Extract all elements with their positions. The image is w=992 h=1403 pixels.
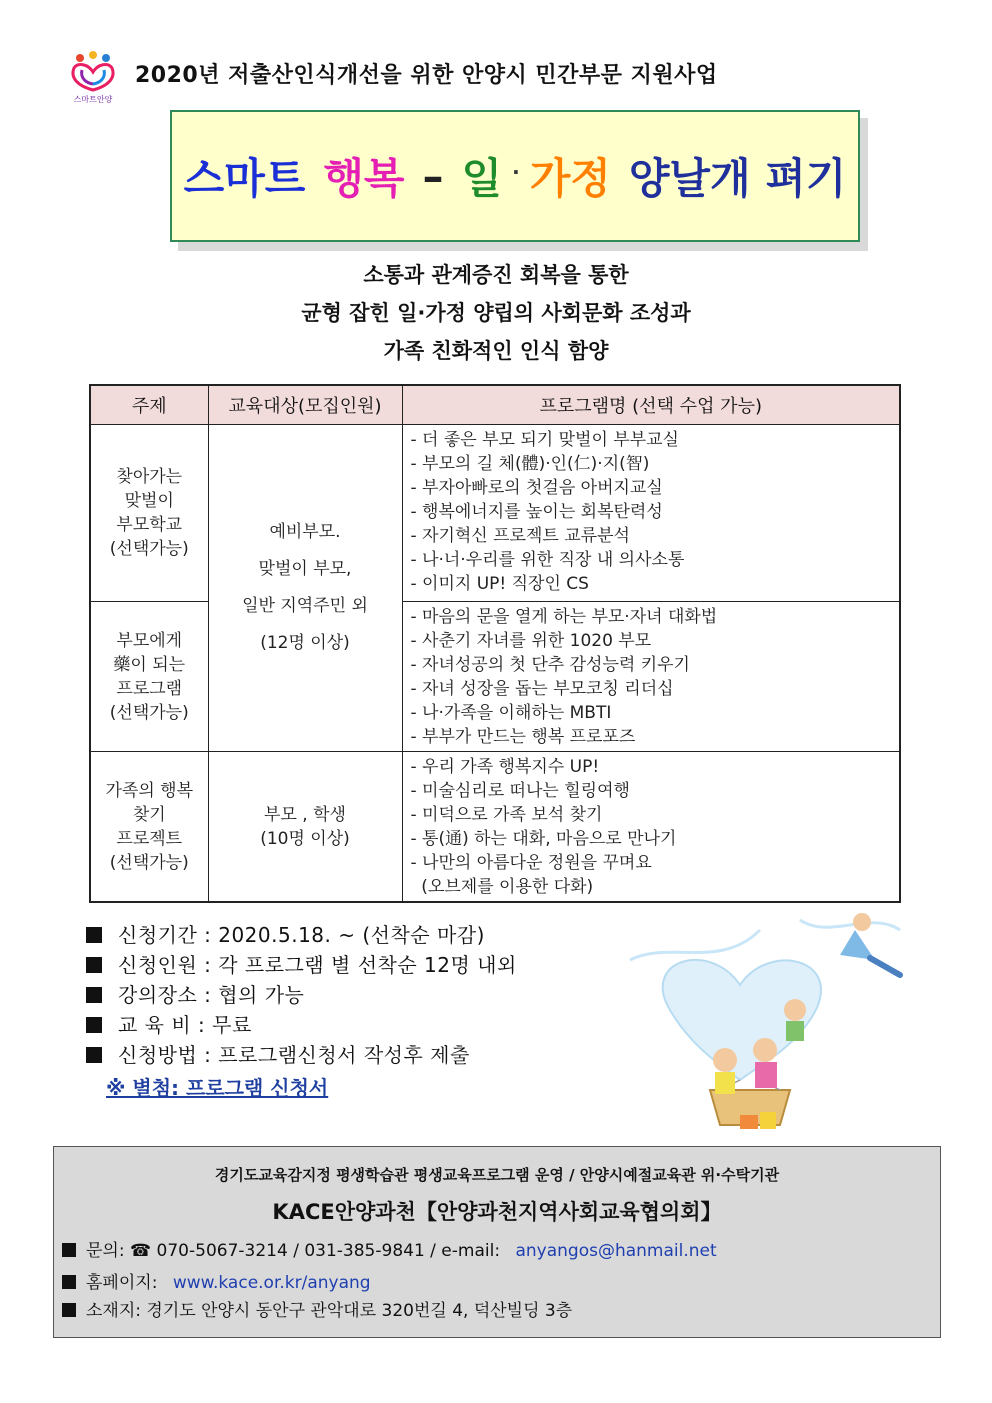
program-item: - 부부가 만드는 행복 프로포즈	[410, 727, 636, 747]
homepage-link[interactable]: www.kace.or.kr/anyang	[172, 1273, 371, 1293]
topic-line: 찾기	[132, 804, 166, 825]
program-item: - 통(通) 하는 대화, 마음으로 만나기	[410, 829, 677, 849]
square-bullet-icon	[86, 927, 102, 943]
square-bullet-icon	[62, 1243, 76, 1257]
smart-anyang-logo	[68, 50, 118, 106]
attachment-link[interactable]: ※ 별첨: 프로그램 신청서	[106, 1076, 329, 1100]
program-item: - 자녀성공의 첫 단추 감성능력 키우기	[410, 655, 690, 675]
program-items-cell	[402, 602, 900, 752]
info-text: 신청기간 : 2020.5.18. ~ (선착순 마감)	[118, 923, 485, 947]
footer-homepage	[62, 1268, 371, 1293]
square-bullet-icon	[86, 1047, 102, 1063]
square-bullet-icon	[86, 987, 102, 1003]
subtitle-line-3: 가족 친화적인 인식 함양	[383, 339, 609, 363]
title-part-smart: 스마트	[183, 154, 306, 203]
table-row	[90, 425, 900, 602]
family-illustration	[600, 900, 920, 1140]
header-target: 교육대상(모집인원)	[208, 385, 402, 425]
program-item: - 나·너·우리를 위한 직장 내 의사소통	[410, 550, 685, 570]
info-text: 신청인원 : 각 프로그램 별 선착순 12명 내외	[118, 953, 517, 977]
square-bullet-icon	[86, 1017, 102, 1033]
title-part-family: 가정	[529, 154, 611, 203]
table-header-row	[90, 385, 900, 425]
topic-line: 맞벌이	[124, 491, 174, 511]
topic-line: (선택가능)	[109, 702, 189, 723]
target-line: 예비부모.	[269, 522, 341, 542]
program-item: - 나·가족을 이해하는 MBTI	[410, 703, 612, 723]
footer-address	[62, 1296, 572, 1321]
program-item: - 미술심리로 떠나는 힐링여행	[410, 781, 630, 801]
subtitle-line-2: 균형 잡힌 일·가정 양립의 사회문화 조성과	[301, 301, 691, 325]
target-line: (10명 이상)	[260, 828, 350, 849]
footer-organization-line: 경기도교육감지정 평생학습관 평생교육프로그램 운영 / 안양시예절교육관 위·수탁기관	[214, 1166, 780, 1184]
info-list	[86, 920, 517, 1070]
topic-cell	[90, 602, 208, 752]
header-program: 프로그램명 (선택 수업 가능)	[402, 385, 900, 425]
program-item: - 부자아빠로의 첫걸음 아버지교실	[410, 478, 663, 498]
topic-line: 가족의 행복	[105, 780, 193, 801]
topic-line: 프로젝트	[116, 828, 183, 849]
footer-organization-name: KACE안양과천【안양과천지역사회교육협의회】	[272, 1200, 722, 1224]
program-items-cell	[402, 425, 900, 602]
logo-text: 스마트안양	[73, 95, 113, 104]
program-item: - 이미지 UP! 직장인 CS	[410, 574, 589, 594]
info-text: 신청방법 : 프로그램신청서 작성후 제출	[118, 1043, 470, 1067]
title-part-happiness: 행복	[323, 154, 405, 203]
header-title: 2020년 저출산인식개선을 위한 안양시 민간부문 지원사업	[135, 63, 718, 88]
target-line: 부모 , 학생	[264, 804, 346, 825]
title-dash: –	[422, 151, 444, 201]
square-bullet-icon	[86, 957, 102, 973]
subtitle-line-1: 소통과 관계증진 회복을 통한	[363, 263, 629, 287]
program-item: - 미덕으로 가족 보석 찾기	[410, 805, 603, 825]
title-part-wings: 양날개 펴기	[628, 154, 847, 203]
info-venue	[86, 980, 517, 1010]
program-item: - 자녀 성장을 돕는 부모코칭 리더십	[410, 679, 674, 699]
square-bullet-icon	[62, 1275, 76, 1289]
topic-line: 부모에게	[116, 630, 183, 651]
program-item: - 마음의 문을 열게 하는 부모·자녀 대화법	[410, 607, 718, 627]
title-part-work: 일	[461, 154, 503, 203]
program-item: - 더 좋은 부모 되기 맞벌이 부부교실	[410, 430, 679, 450]
homepage-label: 홈페이지:	[86, 1273, 158, 1293]
topic-line: 찾아가는	[116, 467, 183, 487]
topic-line: 藥이 되는	[113, 654, 186, 675]
program-item: - 부모의 길 체(體)·인(仁)·지(智)	[410, 454, 650, 474]
topic-line: (선택가능)	[109, 852, 189, 873]
info-application-period	[86, 920, 517, 950]
info-text: 교 육 비 : 무료	[118, 1013, 252, 1037]
target-line: 맞벌이 부모,	[258, 559, 352, 579]
program-item: - 자기혁신 프로젝트 교류분석	[410, 526, 630, 546]
info-fee	[86, 1010, 517, 1040]
program-items-cell	[402, 752, 900, 903]
header-topic: 주제	[90, 385, 208, 425]
title-box	[170, 110, 860, 242]
title-dot: ·	[512, 160, 520, 184]
target-cell	[208, 752, 402, 903]
program-table	[89, 384, 901, 903]
target-line: (12명 이상)	[260, 633, 350, 653]
program-item: - 나만의 아름다운 정원을 꾸며요	[410, 853, 652, 873]
email-link[interactable]: anyangos@hanmail.net	[515, 1241, 717, 1261]
program-item: (오브제를 이용한 다화)	[410, 877, 594, 897]
program-item: - 사춘기 자녀를 위한 1020 부모	[410, 631, 652, 651]
contact-label: 문의: ☎ 070-5067-3214 / 031-385-9841 / e-mail:	[86, 1241, 501, 1261]
footer-contact	[62, 1236, 717, 1261]
table-row	[90, 752, 900, 903]
info-method	[86, 1040, 517, 1070]
program-item: - 행복에너지를 높이는 회복탄력성	[410, 502, 663, 522]
program-item: - 우리 가족 행복지수 UP!	[410, 757, 600, 777]
topic-line: (선택가능)	[109, 539, 189, 559]
topic-line: 프로그램	[116, 678, 183, 699]
info-capacity	[86, 950, 517, 980]
target-cell	[208, 425, 402, 752]
square-bullet-icon	[62, 1303, 76, 1317]
target-line: 일반 지역주민 외	[242, 596, 368, 616]
topic-cell	[90, 752, 208, 903]
topic-line: 부모학교	[116, 515, 183, 535]
subtitle	[0, 256, 992, 370]
topic-cell	[90, 425, 208, 602]
info-text: 강의장소 : 협의 가능	[118, 983, 305, 1007]
address-text: 소재지: 경기도 안양시 동안구 관악대로 320번길 4, 덕산빌딩 3층	[86, 1301, 573, 1321]
